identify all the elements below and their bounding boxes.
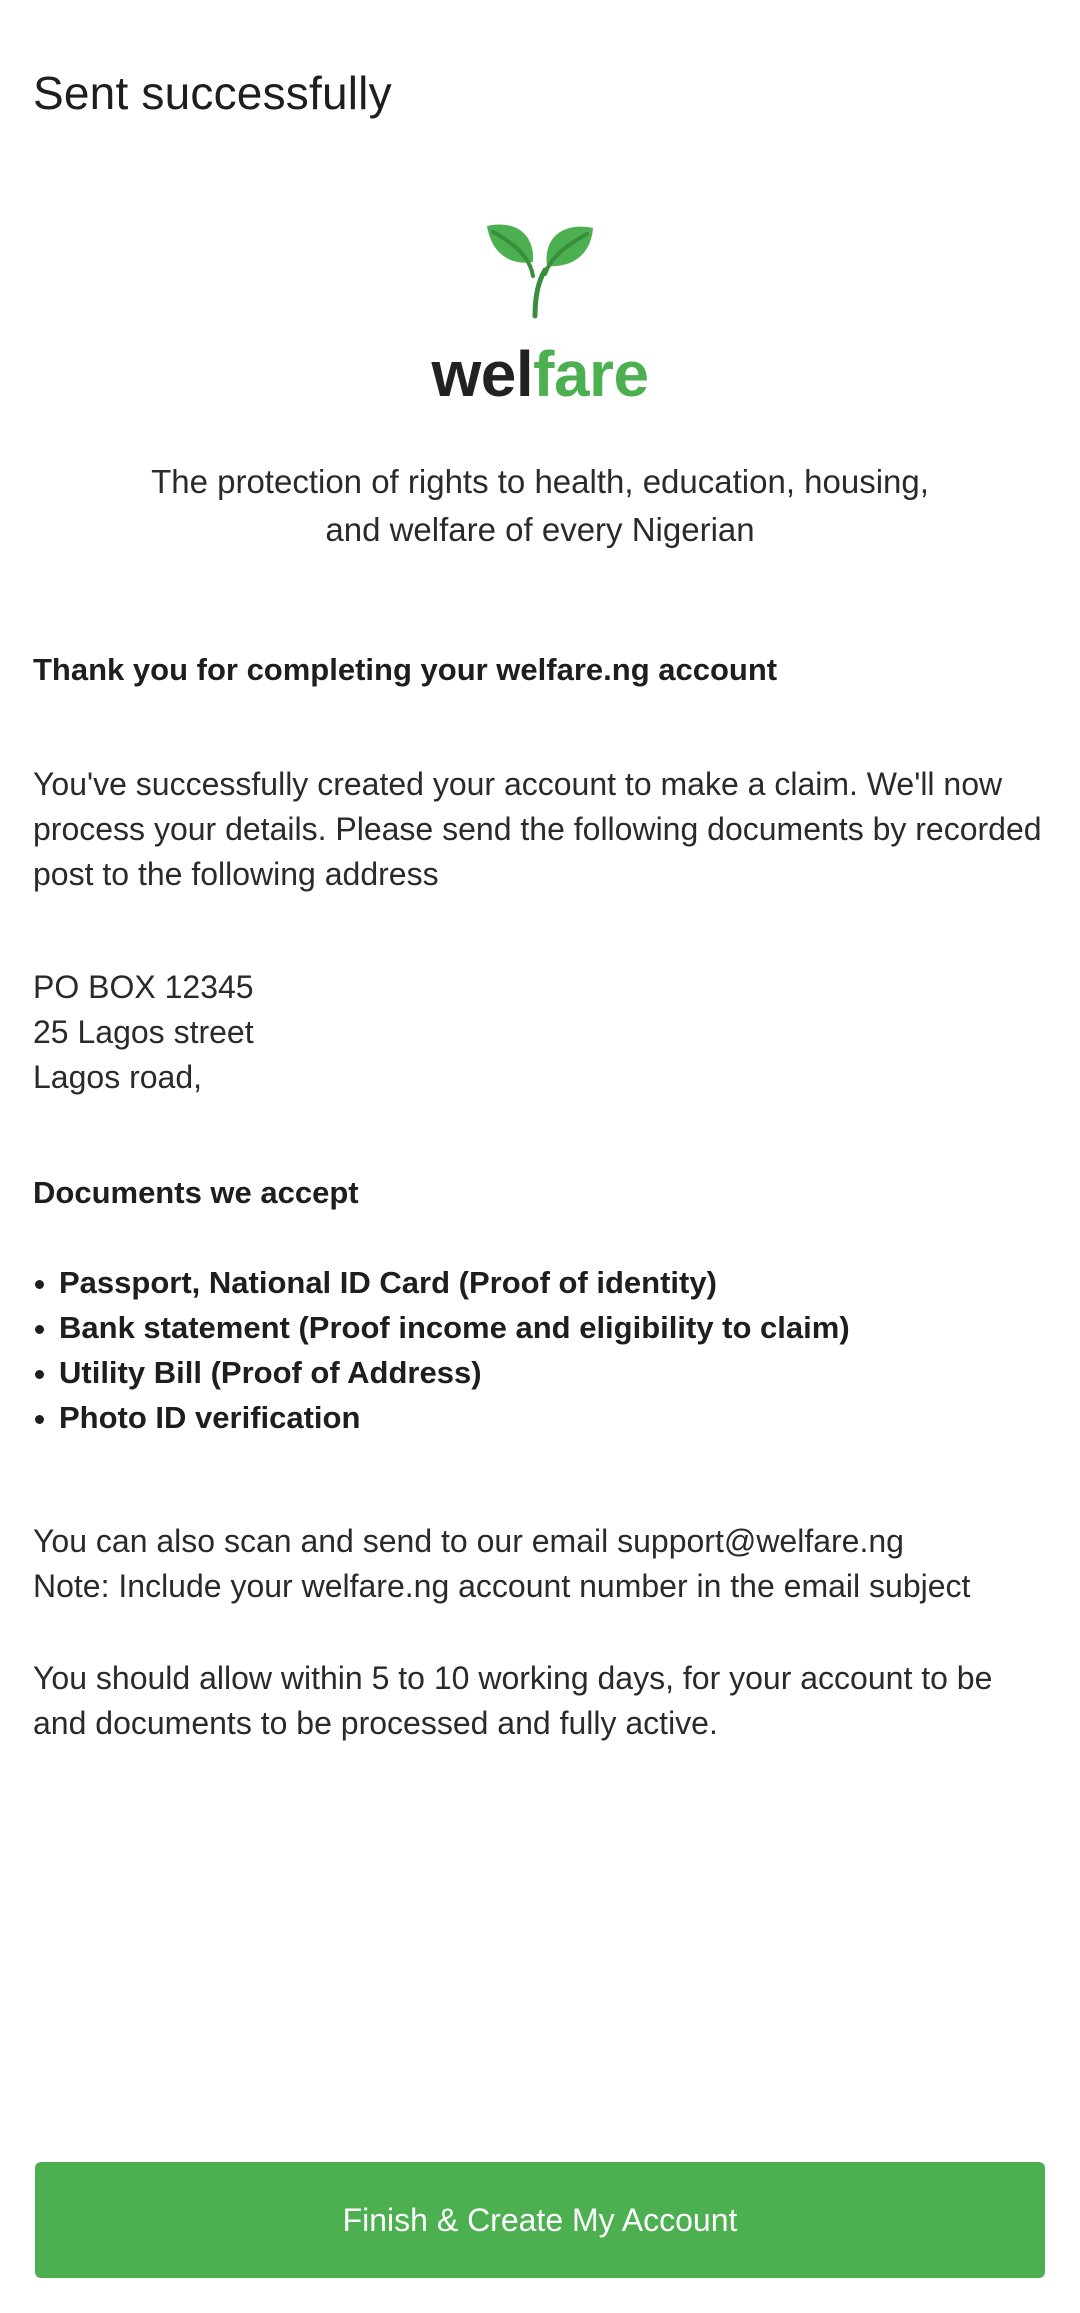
brand-tagline: The protection of rights to health, education, housing, and welfare of every Nigerian [151, 463, 929, 548]
brand-wordmark-part1: wel [431, 338, 534, 410]
list-item: Utility Bill (Proof of Address) [33, 1350, 1053, 1395]
thanks-heading: Thank you for completing your welfare.ng account [33, 652, 778, 687]
address-line: PO BOX 12345 [33, 969, 254, 1005]
documents-heading: Documents we accept [33, 1175, 359, 1210]
email-section [33, 1519, 1053, 1609]
page-title: Sent successfully [33, 67, 392, 119]
intro-paragraph: You've successfully created your account to make a claim. We'll now process your details. Please send the following documents by recorded post to the following address [33, 766, 1042, 892]
address-line: 25 Lagos street [33, 1014, 254, 1050]
sprout-icon [485, 220, 595, 320]
processing-note: You should allow within 5 to 10 working days, for your account to be and documents to be processed and fully active. [33, 1660, 993, 1741]
list-item: Photo ID verification [33, 1395, 1053, 1440]
list-item: Bank statement (Proof income and eligibility to claim) [33, 1305, 1053, 1350]
address-line: Lagos road, [33, 1059, 203, 1095]
email-note: Note: Include your welfare.ng account number in the email subject [33, 1568, 971, 1604]
finish-create-account-button[interactable]: Finish & Create My Account [35, 2162, 1045, 2278]
brand-logo [0, 220, 1080, 410]
list-item: Passport, National ID Card (Proof of identity) [33, 1260, 1053, 1305]
brand-wordmark [0, 338, 1080, 410]
brand-wordmark-part2: fare [533, 338, 649, 410]
documents-list-container [33, 1260, 1053, 1440]
mailing-address [33, 965, 1053, 1100]
documents-list [33, 1260, 1053, 1440]
email-line: You can also scan and send to our email support@welfare.ng [33, 1523, 904, 1559]
